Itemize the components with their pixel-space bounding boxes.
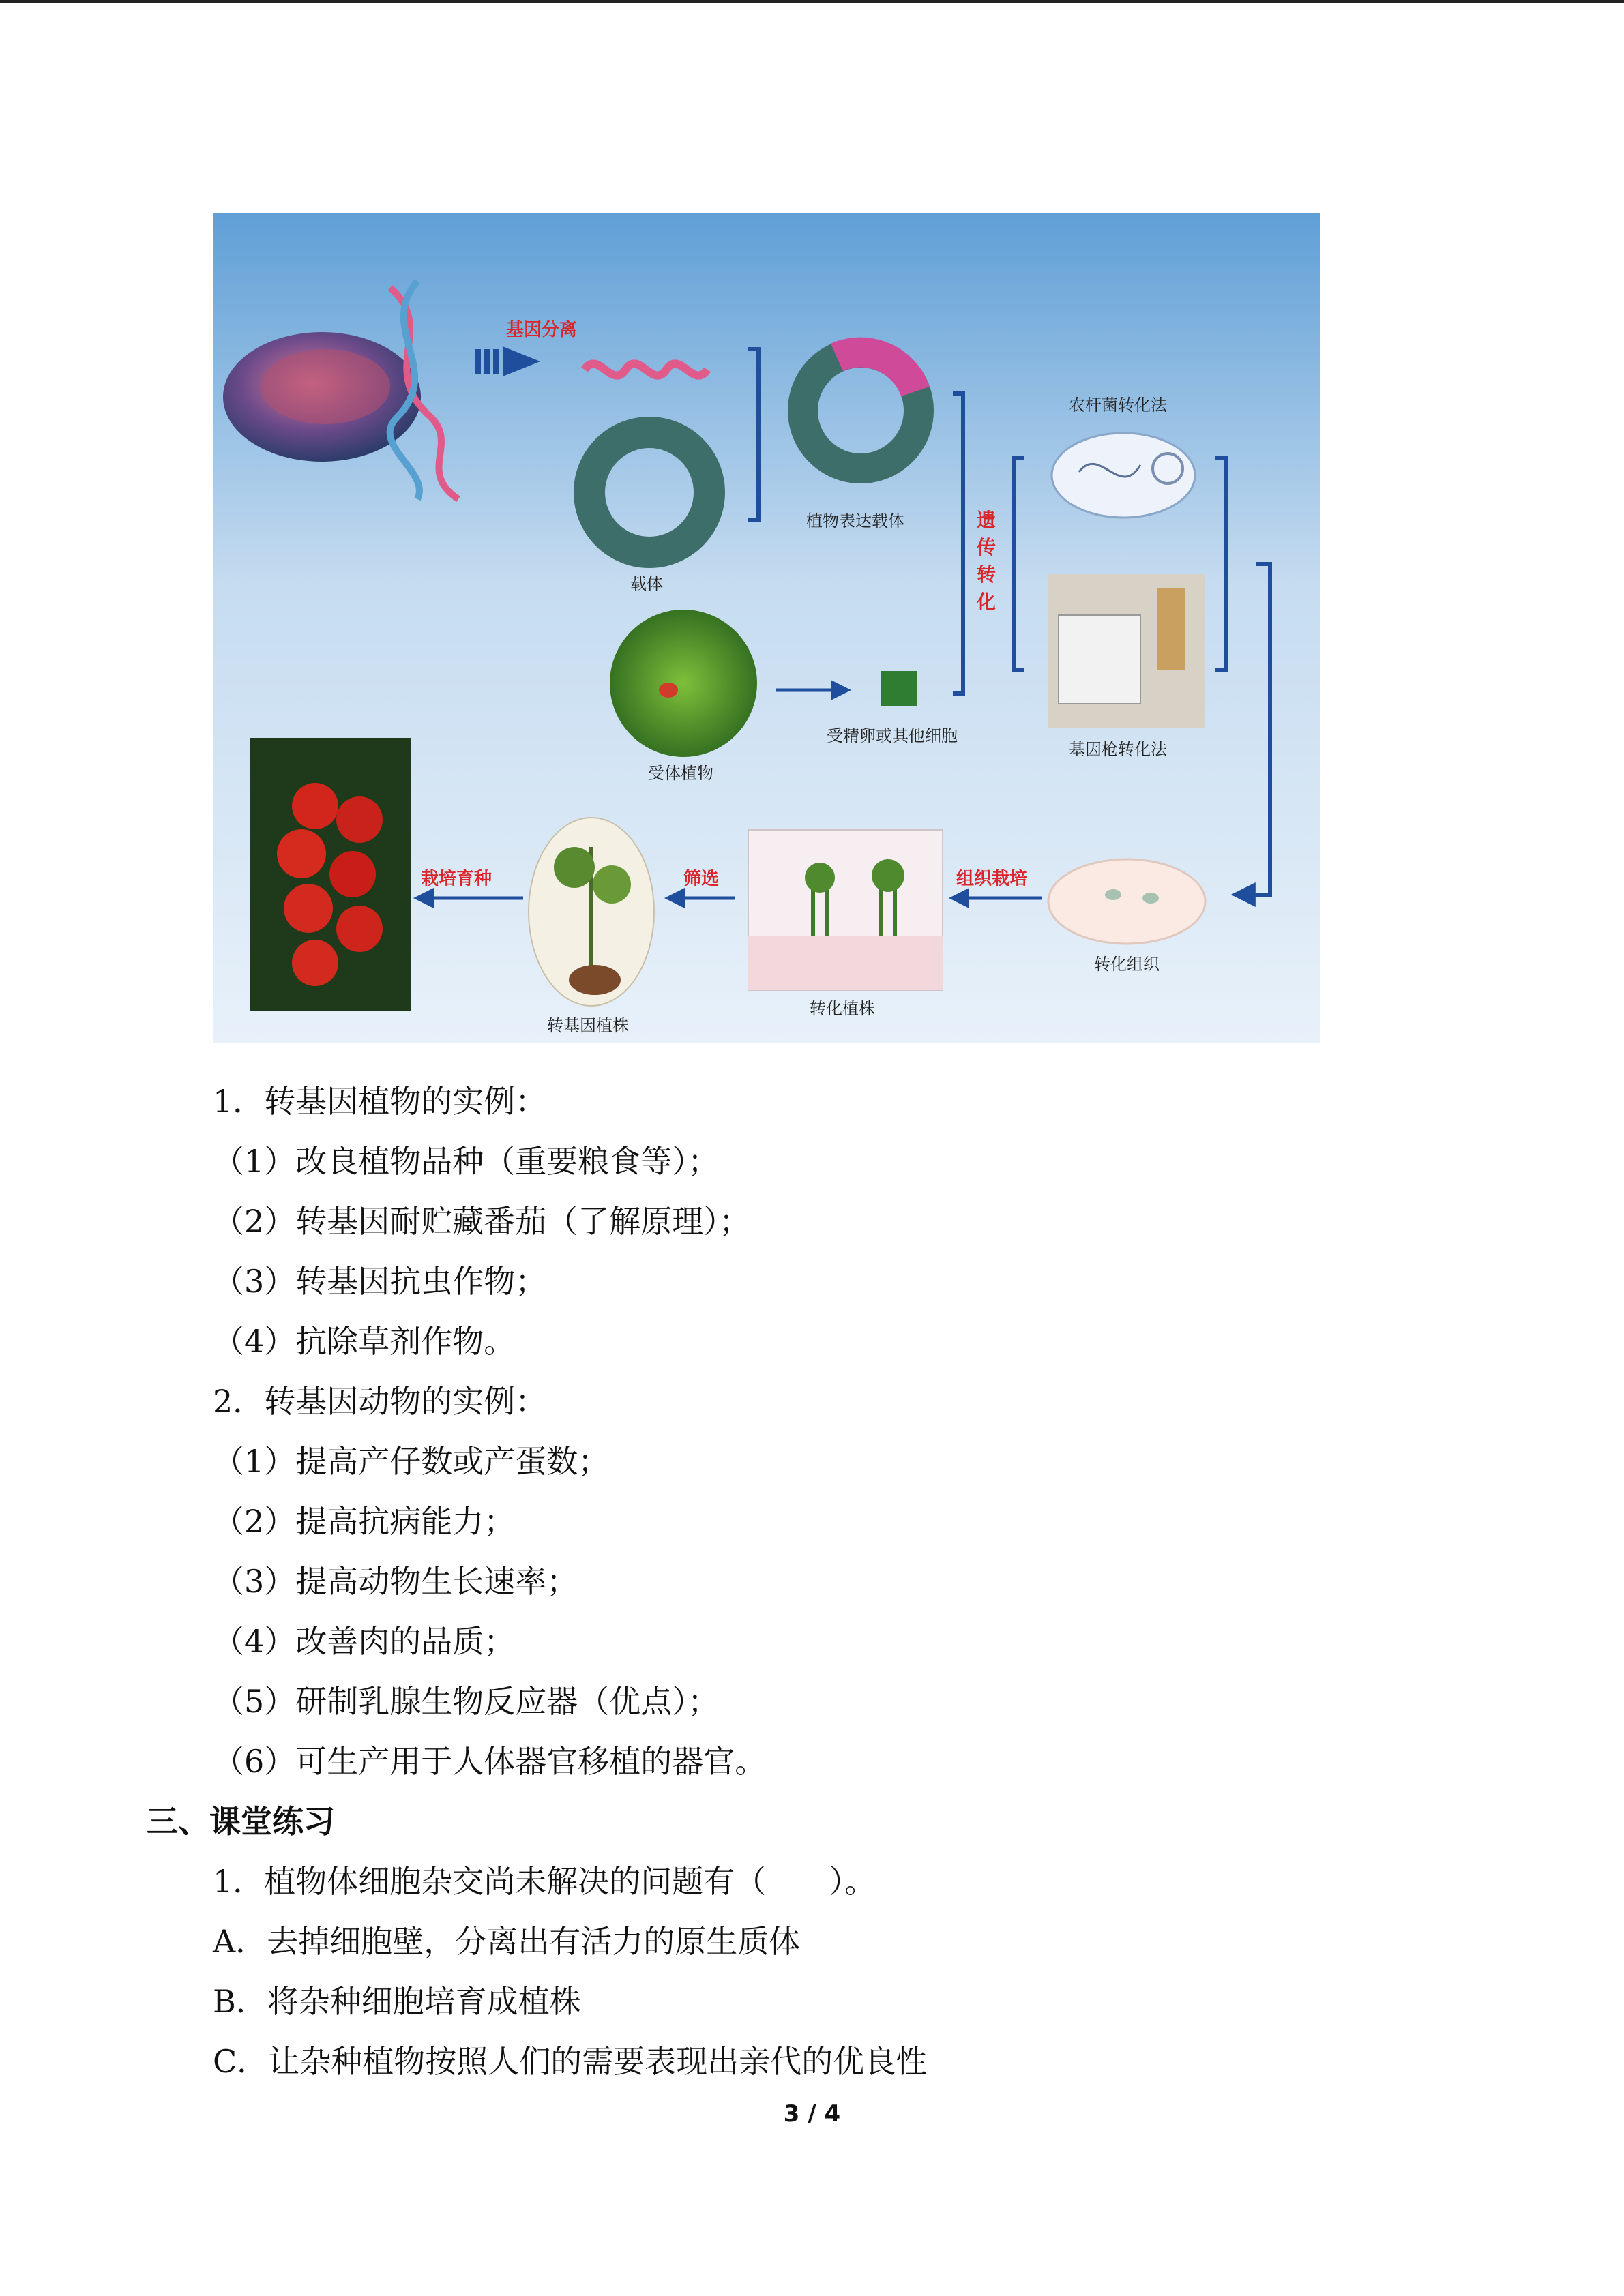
screening-label: 筛选 <box>683 869 720 889</box>
fertilized-egg-label: 受精卵或其他细胞 <box>827 726 958 745</box>
plant-example-3: （3）转基因抗虫作物； <box>213 1263 547 1300</box>
transformed-tissue-image <box>1048 859 1205 944</box>
animal-example-3: （3）提高动物生长速率； <box>213 1563 578 1600</box>
transgenic-plant-label: 转基因植株 <box>547 1016 629 1035</box>
gene-isolation-label: 基因分离 <box>506 320 578 340</box>
option-c: C．让杂种植物按照人们的需要表现出亲代的优良性 <box>213 2043 928 2080</box>
recipient-plant-image <box>610 610 757 757</box>
tissue-culture-label: 组织栽培 <box>956 869 1028 889</box>
agrobacterium-method-label: 农杆菌转化法 <box>1069 396 1167 415</box>
animal-example-1: （1）提高产仔数或产蛋数； <box>213 1443 610 1480</box>
transformed-tissue-label: 转化组织 <box>1094 955 1160 974</box>
plant-expression-vector-label: 植物表达载体 <box>806 511 904 531</box>
cultivation-breeding-label: 栽培育种 <box>421 869 492 889</box>
top-border <box>0 0 1624 3</box>
recipient-plant-label: 受体植物 <box>648 764 713 783</box>
plant-example-4: （4）抗除草剂作物。 <box>213 1323 516 1360</box>
transformed-plant-image <box>748 830 943 990</box>
animal-examples-heading: 2．转基因动物的实例： <box>213 1383 547 1420</box>
animal-example-2: （2）提高抗病能力； <box>213 1503 516 1540</box>
option-a: A．去掉细胞壁，分离出有活力的原生质体 <box>213 1923 801 1960</box>
option-b: B．将杂种细胞培育成植株 <box>213 1983 581 2020</box>
page-number: 3 / 4 <box>783 2100 841 2128</box>
plant-example-1: （1）改良植物品种（重要粮食等）； <box>213 1143 720 1180</box>
plant-example-2: （2）转基因耐贮藏番茄（了解原理）； <box>213 1203 751 1240</box>
agrobacterium-image <box>1052 433 1195 518</box>
animal-example-6: （6）可生产用于人体器官移植的器官。 <box>213 1743 767 1780</box>
transgenic-plant-image <box>529 818 654 1006</box>
vector-label: 载体 <box>630 574 663 593</box>
genetic-transformation-label-2: 传 <box>977 536 996 558</box>
section-heading: 三、课堂练习 <box>147 1803 335 1840</box>
animal-example-4: （4）改善肉的品质； <box>213 1623 516 1660</box>
question-1: 1．植物体细胞杂交尚未解决的问题有（ ）。 <box>213 1863 876 1900</box>
fertilized-egg-image <box>881 671 917 706</box>
transgenic-plant-process-figure <box>213 213 1320 1043</box>
plant-examples-heading: 1．转基因植物的实例： <box>213 1083 547 1120</box>
tomato-photo <box>250 738 411 1011</box>
animal-example-5: （5）研制乳腺生物反应器（优点）； <box>213 1683 720 1720</box>
genetic-transformation-label-1: 遗 <box>977 509 996 531</box>
genetic-transformation-label-4: 化 <box>977 591 996 613</box>
transformed-plant-label: 转化植株 <box>810 999 875 1018</box>
gene-gun-method-label: 基因枪转化法 <box>1069 740 1167 759</box>
gene-gun-image <box>1048 574 1205 728</box>
genetic-transformation-label-3: 转 <box>977 563 996 586</box>
